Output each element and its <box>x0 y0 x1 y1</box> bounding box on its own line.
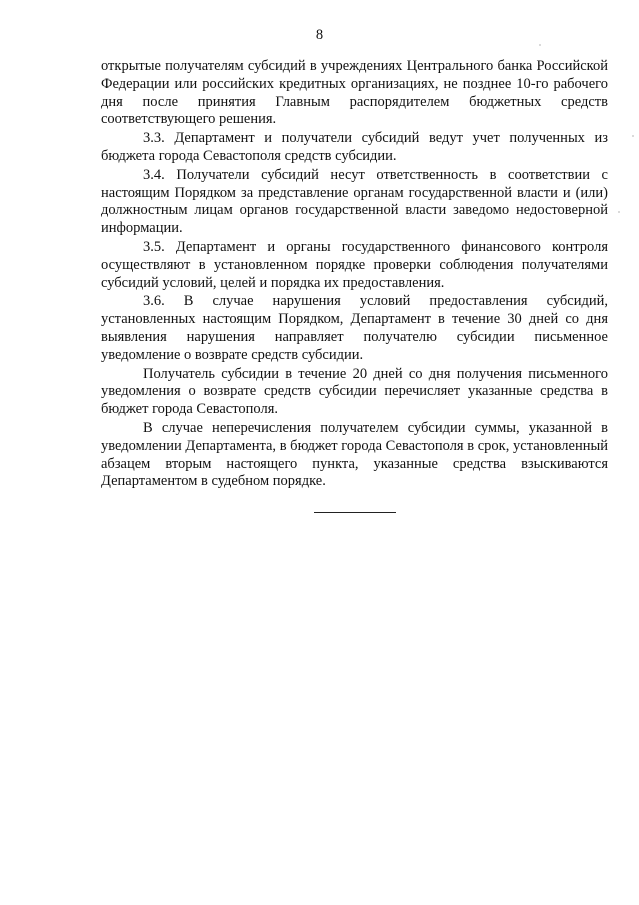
end-of-text-rule <box>314 512 396 513</box>
page-number: 8 <box>315 27 324 43</box>
document-body <box>101 58 608 492</box>
paragraph-continuation: открытые получателям субсидий в учреждениях Центрального банка Российской Федерации или российских кредитных организациях, не позднее 10-го рабочего дня после принятия Главным распорядителем бюджетных средств соответствующего решения. <box>101 58 608 128</box>
paragraph-refund-deadline: Получатель субсидии в течение 20 дней со дня получения письменного уведомления о возврате средств субсидии перечисляет указанные средства в бюджет города Севастополя. <box>101 365 608 418</box>
paragraph-3-3: 3.3. Департамент и получатели субсидий ведут учет полученных из бюджета города Севастополя средств субсидии. <box>101 130 608 164</box>
scan-speck <box>632 135 634 137</box>
scan-speck <box>618 211 620 213</box>
paragraph-3-6: 3.6. В случае нарушения условий предоставления субсидий, установленных настоящим Порядком, Департамент в течение 30 дней со дня выявления нарушения направляет получателю субсидии письменное уведомление о возврате средств субсидии. <box>101 293 608 363</box>
scan-speck <box>539 44 541 46</box>
paragraph-3-4: 3.4. Получатели субсидий несут ответственность в соответствии с настоящим Порядком за представление органам государственной власти и (или) должностным лицам органов государственной власти заведомо недостоверной информации. <box>101 166 608 237</box>
paragraph-3-5: 3.5. Департамент и органы государственного финансового контроля осуществляют в установленном порядке проверки соблюдения получателями субсидий условий, целей и порядка их предоставления. <box>101 238 608 291</box>
paragraph-court-recovery: В случае неперечисления получателем субсидии суммы, указанной в уведомлении Департамента, в бюджет города Севастополя в срок, установленный абзацем вторым настоящего пункта, указанные средства взыскиваются Департаментом в судебном порядке. <box>101 419 608 490</box>
